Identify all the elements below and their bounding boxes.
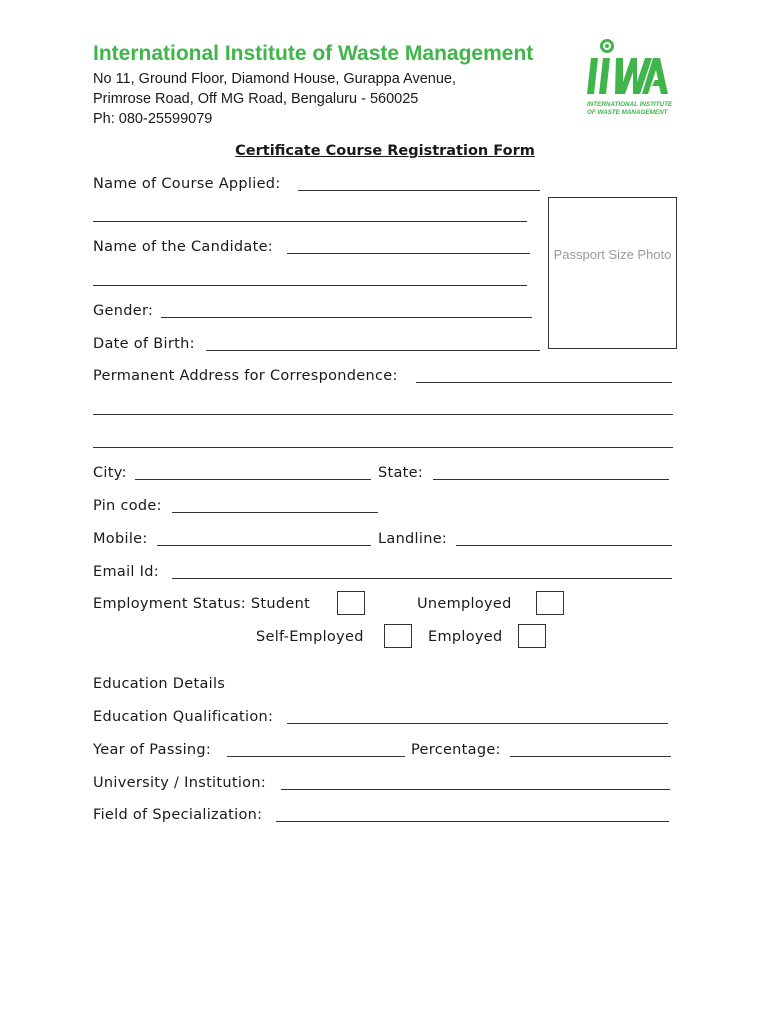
email-input-line[interactable] xyxy=(172,578,672,579)
candidate-label: Name of the Candidate: xyxy=(93,239,273,255)
phone-number: Ph: 080-25599079 xyxy=(93,111,213,127)
specialization-input-line[interactable] xyxy=(276,821,669,822)
city-label: City: xyxy=(93,465,127,481)
landline-label: Landline: xyxy=(378,531,448,547)
form-title: Certificate Course Registration Form xyxy=(235,143,535,159)
specialization-label: Field of Specialization: xyxy=(93,807,263,823)
state-input-line[interactable] xyxy=(433,479,669,480)
organization-title: International Institute of Waste Management xyxy=(93,42,534,65)
address-label: Permanent Address for Correspondence: xyxy=(93,368,398,384)
address-line-2: Primrose Road, Off MG Road, Bengaluru - 560025 xyxy=(93,91,419,107)
dob-input-line[interactable] xyxy=(206,350,540,351)
unemployed-checkbox[interactable] xyxy=(536,591,564,615)
state-label: State: xyxy=(378,465,424,481)
gender-label: Gender: xyxy=(93,303,154,319)
percentage-input-line[interactable] xyxy=(510,756,671,757)
iiwm-logo xyxy=(585,36,680,126)
city-input-line[interactable] xyxy=(135,479,371,480)
address-input-line-3[interactable] xyxy=(93,447,673,448)
gender-input-line[interactable] xyxy=(161,317,532,318)
year-of-passing-label: Year of Passing: xyxy=(93,742,212,758)
employment-status-label: Employment Status: Student xyxy=(93,596,311,612)
course-input-line[interactable] xyxy=(298,190,540,191)
candidate-input-line-2[interactable] xyxy=(93,285,527,286)
self-employed-checkbox[interactable] xyxy=(384,624,412,648)
self-employed-label: Self-Employed xyxy=(256,629,364,645)
passport-photo-box[interactable] xyxy=(548,197,677,349)
logo-subtitle-2: OF WASTE MANAGEMENT xyxy=(587,109,668,116)
course-label: Name of Course Applied: xyxy=(93,176,281,192)
student-checkbox[interactable] xyxy=(337,591,365,615)
university-input-line[interactable] xyxy=(281,789,670,790)
mobile-label: Mobile: xyxy=(93,531,148,547)
address-line-1: No 11, Ground Floor, Diamond House, Gurappa Avenue, xyxy=(93,71,456,87)
education-heading: Education Details xyxy=(93,676,226,692)
pin-input-line[interactable] xyxy=(172,512,378,513)
address-input-line-2[interactable] xyxy=(93,414,673,415)
university-label: University / Institution: xyxy=(93,775,267,791)
percentage-label: Percentage: xyxy=(411,742,501,758)
dob-label: Date of Birth: xyxy=(93,336,195,352)
logo-subtitle-1: INTERNATIONAL INSTITUTE xyxy=(587,101,673,108)
employed-checkbox[interactable] xyxy=(518,624,546,648)
candidate-input-line[interactable] xyxy=(287,253,530,254)
photo-label: Passport Size Photo xyxy=(553,247,672,262)
qualification-label: Education Qualification: xyxy=(93,709,274,725)
address-input-line[interactable] xyxy=(416,382,672,383)
email-label: Email Id: xyxy=(93,564,159,580)
year-of-passing-input-line[interactable] xyxy=(227,756,405,757)
employed-label: Employed xyxy=(428,629,503,645)
course-input-line-2[interactable] xyxy=(93,221,527,222)
landline-input-line[interactable] xyxy=(456,545,672,546)
pin-label: Pin code: xyxy=(93,498,162,514)
unemployed-label: Unemployed xyxy=(417,596,512,612)
qualification-input-line[interactable] xyxy=(287,723,668,724)
logo-graphic xyxy=(585,36,680,126)
mobile-input-line[interactable] xyxy=(157,545,371,546)
